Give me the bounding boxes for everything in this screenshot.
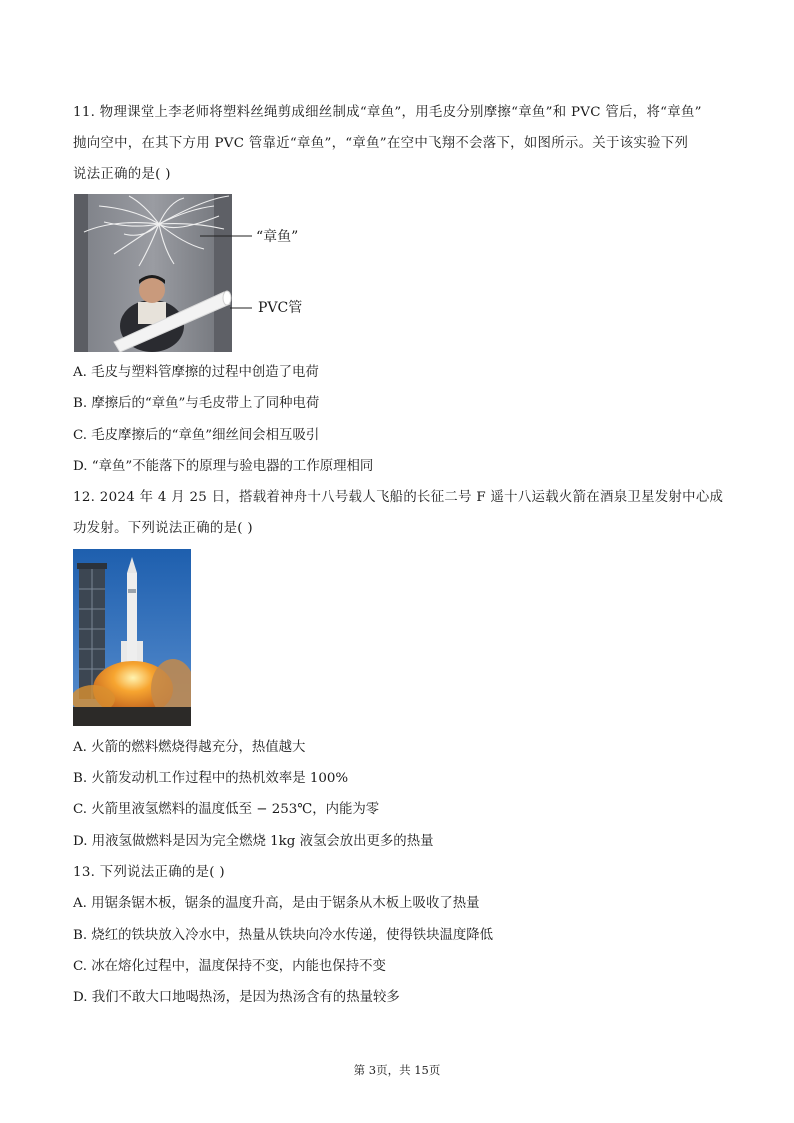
pvc-pipe-label: PVC管 [258, 300, 303, 316]
q11-stem-line-2: 抛向空中，在其下方用 PVC 管靠近“章鱼”，“章鱼”在空中飞翔不会落下，如图所示。关于该实验下列 [73, 136, 689, 151]
q11-stem-line-3: 说法正确的是( ) [73, 167, 171, 182]
q11-callout-lines [200, 228, 260, 318]
q12-photo-rocket-launch [73, 549, 191, 726]
q12-stem-line-2: 功发射。下列说法正确的是( ) [73, 521, 253, 536]
q12-option-c: C. 火箭里液氢燃料的温度低至 − 253℃，内能为零 [73, 802, 380, 817]
page-footer: 第 3页，共 15页 [353, 1063, 441, 1077]
q11-option-c: C. 毛皮摩擦后的“章鱼”细丝间会相互吸引 [73, 428, 320, 443]
q13-option-b: B. 烧红的铁块放入冷水中，热量从铁块向冷水传递，使得铁块温度降低 [73, 928, 494, 943]
octopus-label: “章鱼” [256, 229, 299, 245]
q11-option-a: A. 毛皮与塑料管摩擦的过程中创造了电荷 [73, 365, 319, 380]
q11-stem-line-1: 11. 物理课堂上李老师将塑料丝绳剪成细丝制成“章鱼”，用毛皮分别摩擦“章鱼”和 PVC 管后，将“章鱼” [73, 105, 702, 120]
rocket-launch-illustration [73, 549, 191, 726]
q11-option-d: D. “章鱼”不能落下的原理与验电器的工作原理相同 [73, 459, 374, 474]
q13-stem-line-1: 13. 下列说法正确的是( ) [73, 865, 225, 880]
q12-option-d: D. 用液氢做燃料是因为完全燃烧 1kg 液氢会放出更多的热量 [73, 834, 434, 849]
q13-option-c: C. 冰在熔化过程中，温度保持不变，内能也保持不变 [73, 959, 386, 974]
q13-option-d: D. 我们不敢大口地喝热汤，是因为热汤含有的热量较多 [73, 990, 400, 1005]
q11-option-b: B. 摩擦后的“章鱼”与毛皮带上了同种电荷 [73, 396, 320, 411]
q12-option-b: B. 火箭发动机工作过程中的热机效率是 100% [73, 771, 349, 786]
q13-option-a: A. 用锯条锯木板，锯条的温度升高，是由于锯条从木板上吸收了热量 [73, 896, 480, 911]
q12-stem-line-1: 12. 2024 年 4 月 25 日，搭载着神舟十八号载人飞船的长征二号 F 遥十八运载火箭在酒泉卫星发射中心成 [73, 490, 724, 505]
q12-option-a: A. 火箭的燃料燃烧得越充分，热值越大 [73, 740, 306, 755]
